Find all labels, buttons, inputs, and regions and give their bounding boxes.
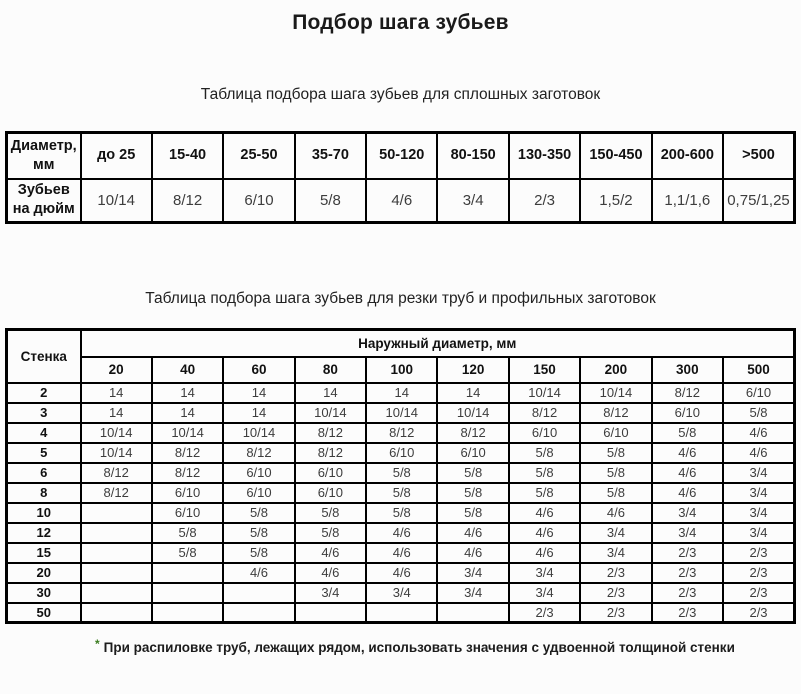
pitch-cell bbox=[81, 543, 152, 563]
pitch-cell: 5/8 bbox=[366, 503, 437, 523]
pitch-cell: 10/14 bbox=[580, 383, 651, 403]
pitch-cell: 4/6 bbox=[723, 423, 794, 443]
pitch-cell: 5/8 bbox=[366, 483, 437, 503]
wall-thickness-label: 6 bbox=[7, 463, 81, 483]
pitch-cell: 14 bbox=[223, 403, 294, 423]
pitch-cell: 14 bbox=[152, 383, 223, 403]
pitch-cell bbox=[366, 603, 437, 623]
solid-col-header-9: >500 bbox=[723, 133, 794, 179]
pitch-cell: 3/4 bbox=[652, 503, 723, 523]
pitch-cell: 4/6 bbox=[295, 563, 366, 583]
pipe-col-header-9: 500 bbox=[723, 357, 794, 383]
pitch-cell bbox=[152, 603, 223, 623]
pipe-row-wall-3 bbox=[7, 403, 795, 423]
pitch-cell: 8/12 bbox=[366, 423, 437, 443]
pitch-cell: 5/8 bbox=[580, 483, 651, 503]
pitch-cell: 2/3 bbox=[652, 543, 723, 563]
pitch-cell: 14 bbox=[437, 383, 508, 403]
pipe-row-wall-12 bbox=[7, 523, 795, 543]
pitch-cell: 8/12 bbox=[295, 423, 366, 443]
footnote bbox=[95, 637, 801, 655]
pitch-cell: 4/6 bbox=[509, 543, 580, 563]
pitch-cell: 5/8 bbox=[509, 483, 580, 503]
pipe-span-header: Наружный диаметр, мм bbox=[81, 330, 795, 357]
pitch-cell: 5/8 bbox=[437, 483, 508, 503]
pipe-row-wall-15 bbox=[7, 543, 795, 563]
pitch-cell: 3/4 bbox=[723, 503, 794, 523]
pitch-cell: 10/14 bbox=[81, 423, 152, 443]
pitch-cell: 5/8 bbox=[509, 443, 580, 463]
pipe-row-wall-50 bbox=[7, 603, 795, 623]
solid-col-header-8: 200-600 bbox=[652, 133, 723, 179]
pitch-cell: 5/8 bbox=[295, 523, 366, 543]
pitch-cell: 5/8 bbox=[366, 463, 437, 483]
pitch-cell: 10/14 bbox=[152, 423, 223, 443]
pitch-cell: 5/8 bbox=[295, 503, 366, 523]
pipe-corner-header: Стенка bbox=[7, 330, 81, 383]
pitch-cell: 6/10 bbox=[223, 483, 294, 503]
pitch-cell bbox=[437, 603, 508, 623]
pitch-cell bbox=[152, 583, 223, 603]
pitch-cell: 4/6 bbox=[509, 503, 580, 523]
pitch-cell: 5/8 bbox=[223, 523, 294, 543]
pitch-cell: 10/14 bbox=[81, 179, 152, 223]
pipe-table-caption: Таблица подбора шага зубьев для резки труб и профильных заготовок bbox=[145, 290, 656, 307]
pitch-cell: 4/6 bbox=[437, 523, 508, 543]
pipe-col-header-2: 60 bbox=[223, 357, 294, 383]
pitch-cell: 4/6 bbox=[509, 523, 580, 543]
pitch-cell: 4/6 bbox=[223, 563, 294, 583]
pitch-cell: 8/12 bbox=[223, 443, 294, 463]
pitch-cell: 8/12 bbox=[152, 443, 223, 463]
pipe-row-wall-20 bbox=[7, 563, 795, 583]
pitch-cell: 2/3 bbox=[723, 583, 794, 603]
pitch-cell: 2/3 bbox=[509, 603, 580, 623]
pitch-cell: 2/3 bbox=[509, 179, 580, 223]
pitch-cell: 4/6 bbox=[366, 543, 437, 563]
solid-col-header-6: 130-350 bbox=[509, 133, 580, 179]
pitch-cell: 10/14 bbox=[366, 403, 437, 423]
pitch-cell: 4/6 bbox=[723, 443, 794, 463]
pitch-cell: 6/10 bbox=[223, 463, 294, 483]
pipe-col-header-5: 120 bbox=[437, 357, 508, 383]
wall-thickness-label: 4 bbox=[7, 423, 81, 443]
pipe-header-row-1 bbox=[7, 330, 795, 357]
wall-thickness-label: 5 bbox=[7, 443, 81, 463]
pitch-cell: 8/12 bbox=[152, 179, 223, 223]
pitch-cell: 4/6 bbox=[652, 483, 723, 503]
pitch-cell: 0,75/1,25 bbox=[723, 179, 794, 223]
pitch-cell: 3/4 bbox=[723, 463, 794, 483]
pitch-cell: 4/6 bbox=[652, 463, 723, 483]
pitch-cell: 8/12 bbox=[152, 463, 223, 483]
pitch-cell: 4/6 bbox=[437, 543, 508, 563]
footnote-asterisk: * bbox=[95, 637, 100, 651]
pitch-cell: 4/6 bbox=[366, 523, 437, 543]
pitch-cell: 8/12 bbox=[437, 423, 508, 443]
pitch-cell: 1,5/2 bbox=[580, 179, 651, 223]
pitch-cell: 3/4 bbox=[509, 563, 580, 583]
pitch-cell bbox=[152, 563, 223, 583]
pitch-cell bbox=[81, 603, 152, 623]
pitch-cell: 3/4 bbox=[509, 583, 580, 603]
pitch-cell: 2/3 bbox=[723, 563, 794, 583]
solid-table bbox=[5, 131, 796, 224]
pitch-cell: 3/4 bbox=[723, 523, 794, 543]
pipe-row-wall-2 bbox=[7, 383, 795, 403]
solid-col-header-5: 80-150 bbox=[437, 133, 508, 179]
pitch-cell: 4/6 bbox=[652, 443, 723, 463]
pitch-cell: 2/3 bbox=[723, 603, 794, 623]
pipe-table bbox=[5, 328, 796, 624]
pitch-cell: 5/8 bbox=[223, 503, 294, 523]
pitch-cell: 5/8 bbox=[152, 543, 223, 563]
wall-thickness-label: 8 bbox=[7, 483, 81, 503]
pitch-cell: 6/10 bbox=[652, 403, 723, 423]
pipe-row-wall-6 bbox=[7, 463, 795, 483]
pipe-col-header-7: 200 bbox=[580, 357, 651, 383]
pitch-cell: 4/6 bbox=[366, 563, 437, 583]
pitch-cell bbox=[81, 583, 152, 603]
pitch-cell bbox=[295, 603, 366, 623]
solid-col-header-3: 35-70 bbox=[295, 133, 366, 179]
pitch-cell: 8/12 bbox=[509, 403, 580, 423]
pipe-row-wall-5 bbox=[7, 443, 795, 463]
solid-col-header-0: до 25 bbox=[81, 133, 152, 179]
pitch-cell: 6/10 bbox=[295, 463, 366, 483]
solid-header-row bbox=[7, 133, 795, 179]
pipe-row-wall-10 bbox=[7, 503, 795, 523]
pitch-cell: 14 bbox=[295, 383, 366, 403]
pitch-cell: 6/10 bbox=[152, 483, 223, 503]
pitch-cell: 3/4 bbox=[366, 583, 437, 603]
pitch-cell bbox=[223, 583, 294, 603]
pitch-cell: 3/4 bbox=[295, 583, 366, 603]
pitch-cell: 14 bbox=[81, 403, 152, 423]
pitch-cell: 5/8 bbox=[723, 403, 794, 423]
footnote-text: При распиловке труб, лежащих рядом, использовать значения с удвоенной толщиной стенки bbox=[103, 640, 735, 655]
pitch-cell: 3/4 bbox=[437, 563, 508, 583]
wall-thickness-label: 50 bbox=[7, 603, 81, 623]
wall-thickness-label: 15 bbox=[7, 543, 81, 563]
pitch-cell: 4/6 bbox=[295, 543, 366, 563]
pitch-cell: 14 bbox=[223, 383, 294, 403]
pitch-cell: 5/8 bbox=[152, 523, 223, 543]
pitch-cell: 5/8 bbox=[580, 463, 651, 483]
pitch-cell: 8/12 bbox=[580, 403, 651, 423]
pitch-cell: 2/3 bbox=[652, 583, 723, 603]
pipe-col-header-3: 80 bbox=[295, 357, 366, 383]
wall-thickness-label: 2 bbox=[7, 383, 81, 403]
pitch-cell: 6/10 bbox=[295, 483, 366, 503]
pipe-header-row-2 bbox=[7, 357, 795, 383]
pitch-cell: 6/10 bbox=[437, 443, 508, 463]
pipe-col-header-4: 100 bbox=[366, 357, 437, 383]
solid-row-header: Зубьев на дюйм bbox=[7, 179, 81, 223]
wall-thickness-label: 3 bbox=[7, 403, 81, 423]
pitch-cell bbox=[223, 603, 294, 623]
pitch-cell: 6/10 bbox=[723, 383, 794, 403]
pitch-cell: 14 bbox=[366, 383, 437, 403]
pitch-cell: 3/4 bbox=[580, 523, 651, 543]
pitch-cell bbox=[81, 563, 152, 583]
solid-corner-header: Диаметр, мм bbox=[7, 133, 81, 179]
wall-thickness-label: 20 bbox=[7, 563, 81, 583]
pitch-cell bbox=[81, 503, 152, 523]
pitch-cell: 5/8 bbox=[580, 443, 651, 463]
pitch-cell: 6/10 bbox=[223, 179, 294, 223]
pitch-cell: 8/12 bbox=[295, 443, 366, 463]
pipe-col-header-0: 20 bbox=[81, 357, 152, 383]
pitch-cell: 2/3 bbox=[652, 603, 723, 623]
pitch-cell: 14 bbox=[81, 383, 152, 403]
pitch-cell: 2/3 bbox=[580, 563, 651, 583]
pitch-cell: 5/8 bbox=[223, 543, 294, 563]
pipe-row-wall-30 bbox=[7, 583, 795, 603]
pitch-cell: 3/4 bbox=[580, 543, 651, 563]
pipe-col-header-1: 40 bbox=[152, 357, 223, 383]
pitch-cell: 10/14 bbox=[509, 383, 580, 403]
solid-data-row bbox=[7, 179, 795, 223]
pitch-cell: 5/8 bbox=[295, 179, 366, 223]
pitch-cell: 6/10 bbox=[366, 443, 437, 463]
pitch-cell: 2/3 bbox=[580, 603, 651, 623]
wall-thickness-label: 12 bbox=[7, 523, 81, 543]
pitch-cell: 3/4 bbox=[437, 179, 508, 223]
pitch-cell: 2/3 bbox=[723, 543, 794, 563]
pitch-cell: 3/4 bbox=[437, 583, 508, 603]
pitch-cell: 2/3 bbox=[652, 563, 723, 583]
pitch-cell: 2/3 bbox=[580, 583, 651, 603]
pipe-col-header-8: 300 bbox=[652, 357, 723, 383]
pitch-cell: 3/4 bbox=[723, 483, 794, 503]
pitch-cell: 8/12 bbox=[652, 383, 723, 403]
solid-col-header-2: 25-50 bbox=[223, 133, 294, 179]
pitch-cell: 8/12 bbox=[81, 483, 152, 503]
pitch-cell: 10/14 bbox=[81, 443, 152, 463]
solid-table-caption: Таблица подбора шага зубьев для сплошных заготовок bbox=[200, 86, 601, 103]
wall-thickness-label: 10 bbox=[7, 503, 81, 523]
pitch-cell: 14 bbox=[152, 403, 223, 423]
pitch-cell: 6/10 bbox=[509, 423, 580, 443]
wall-thickness-label: 30 bbox=[7, 583, 81, 603]
pitch-cell: 3/4 bbox=[652, 523, 723, 543]
pitch-cell: 5/8 bbox=[437, 503, 508, 523]
pitch-cell: 10/14 bbox=[223, 423, 294, 443]
pipe-row-wall-4 bbox=[7, 423, 795, 443]
pitch-cell: 5/8 bbox=[509, 463, 580, 483]
pitch-cell: 10/14 bbox=[437, 403, 508, 423]
page-title: Подбор шага зубьев bbox=[292, 11, 509, 34]
pitch-cell: 10/14 bbox=[295, 403, 366, 423]
solid-col-header-1: 15-40 bbox=[152, 133, 223, 179]
pitch-cell: 6/10 bbox=[580, 423, 651, 443]
pitch-cell: 5/8 bbox=[437, 463, 508, 483]
pitch-cell: 1,1/1,6 bbox=[652, 179, 723, 223]
pitch-cell: 4/6 bbox=[580, 503, 651, 523]
pipe-row-wall-8 bbox=[7, 483, 795, 503]
pitch-cell: 4/6 bbox=[366, 179, 437, 223]
solid-col-header-7: 150-450 bbox=[580, 133, 651, 179]
pitch-cell: 8/12 bbox=[81, 463, 152, 483]
solid-col-header-4: 50-120 bbox=[366, 133, 437, 179]
pitch-cell: 5/8 bbox=[652, 423, 723, 443]
pipe-col-header-6: 150 bbox=[509, 357, 580, 383]
pitch-cell bbox=[81, 523, 152, 543]
pitch-cell: 6/10 bbox=[152, 503, 223, 523]
